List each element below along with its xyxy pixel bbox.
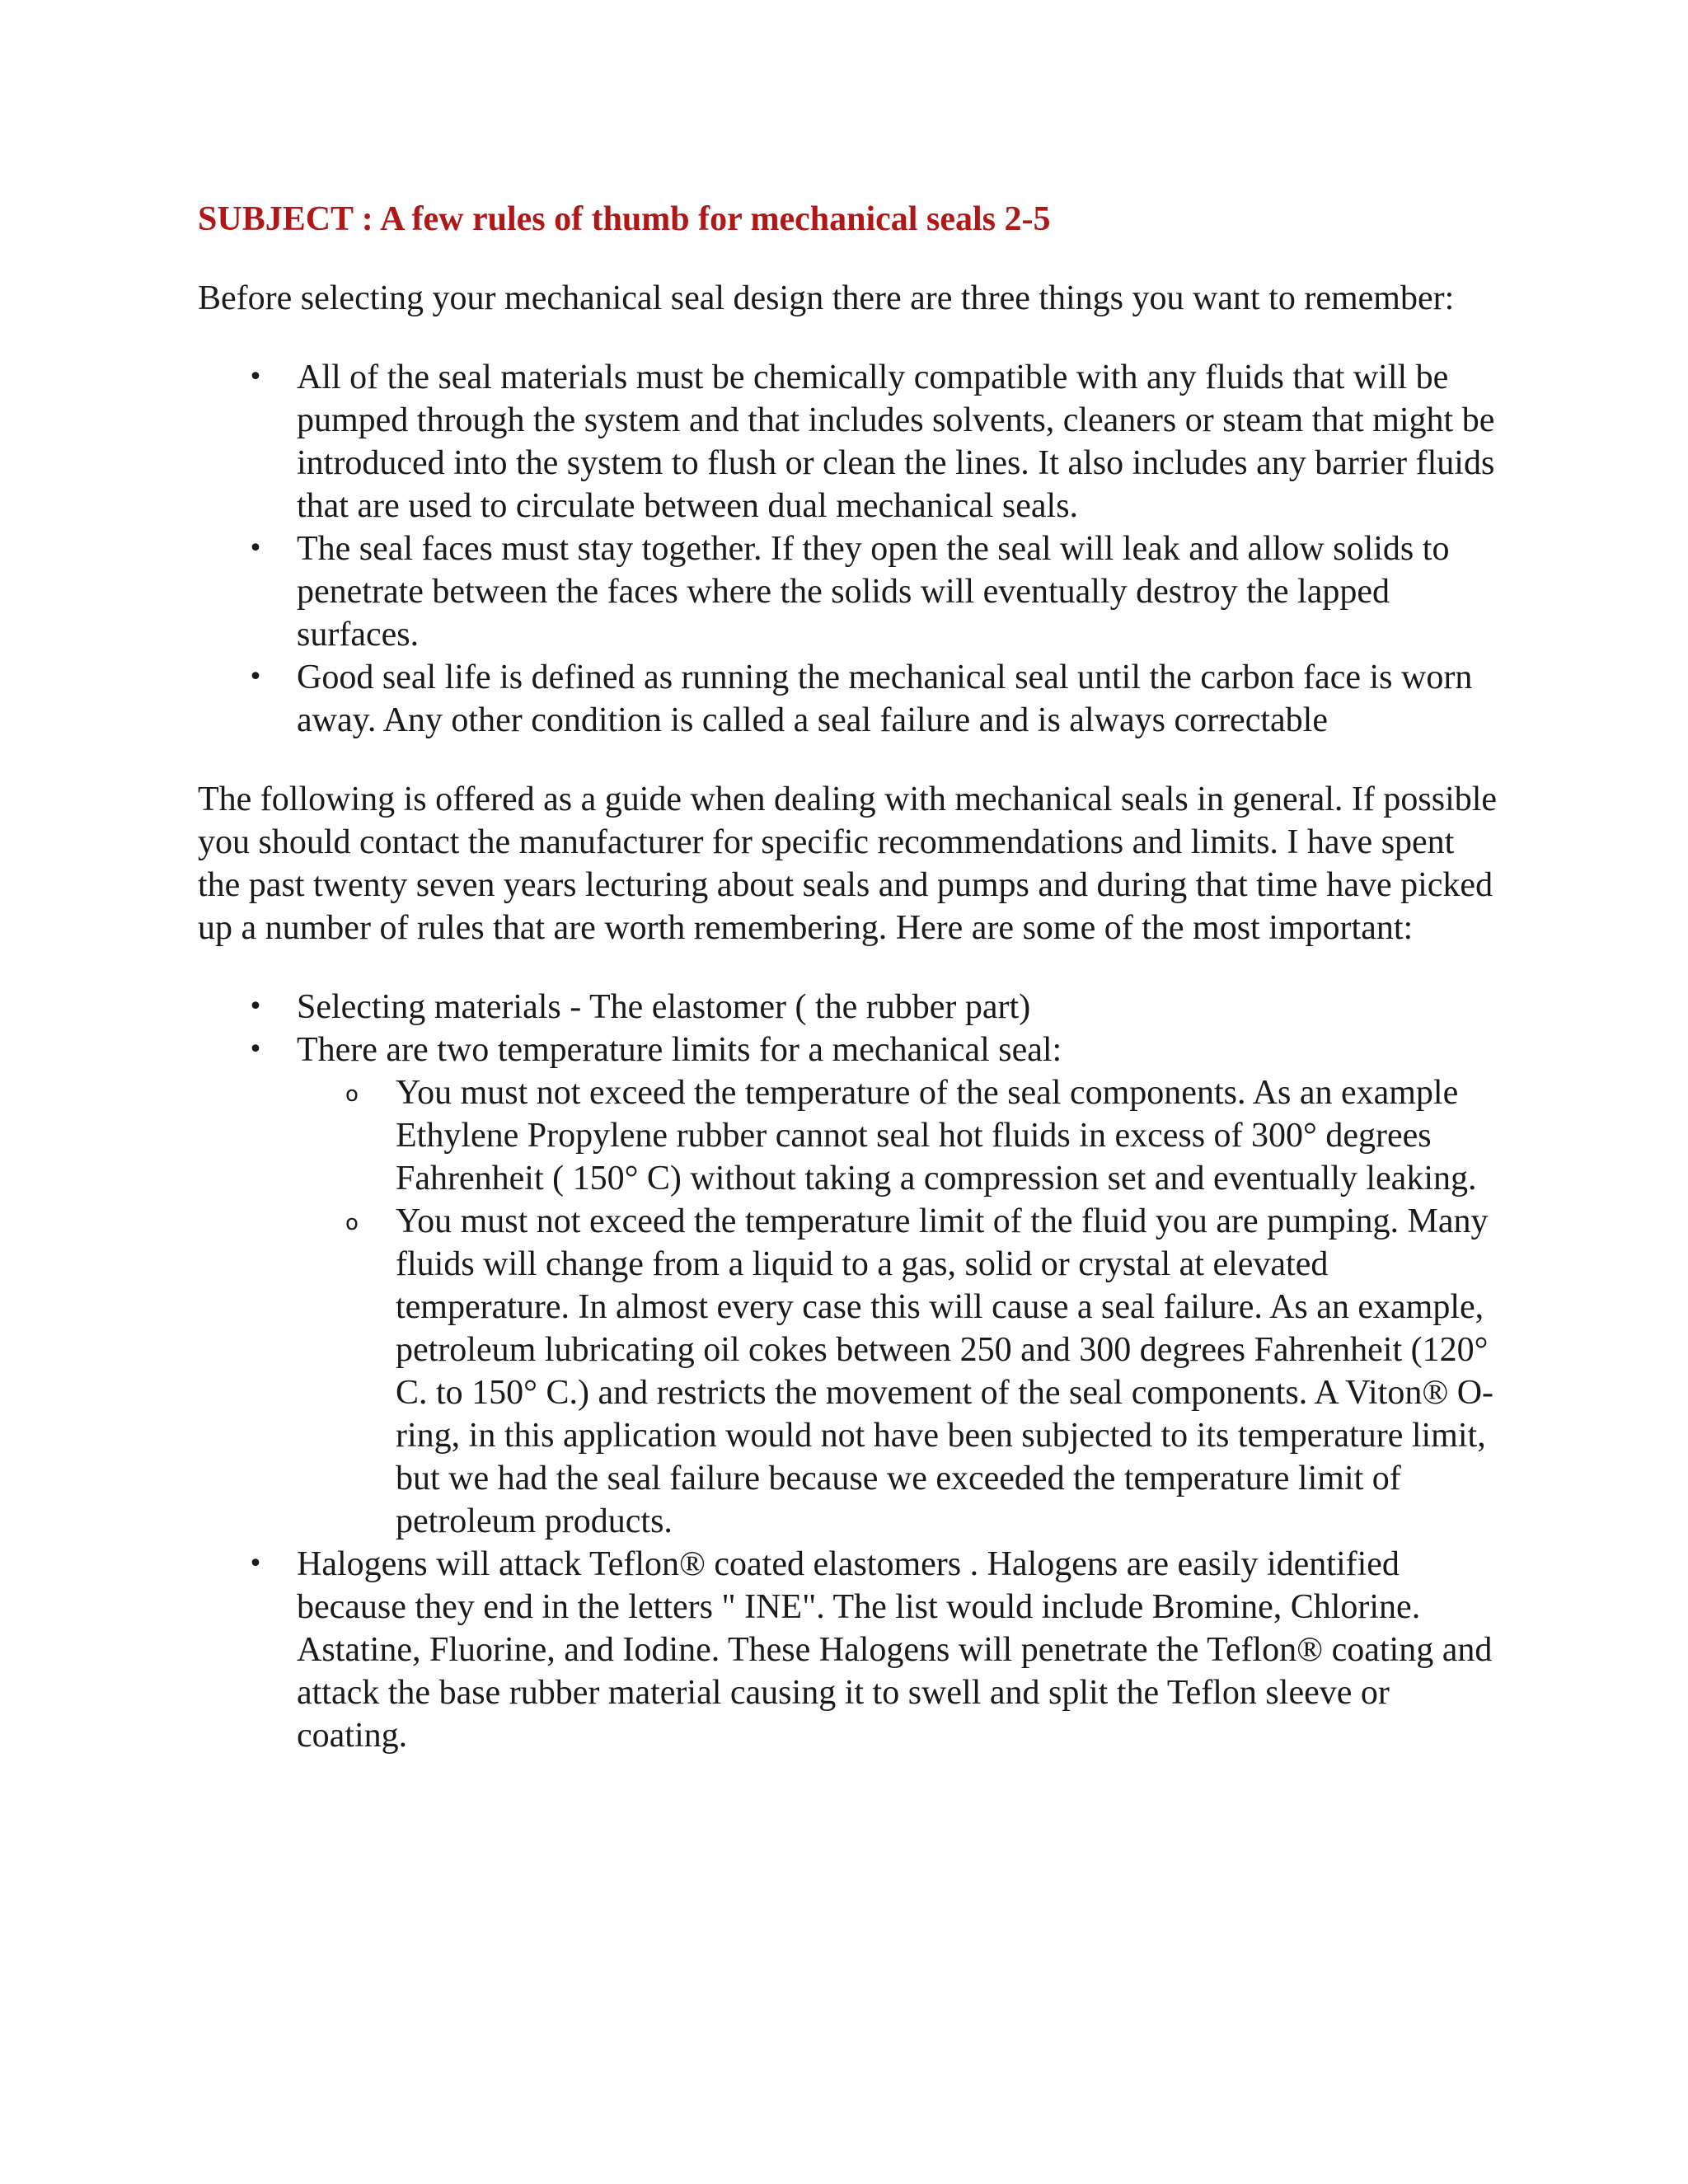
guide-paragraph: The following is offered as a guide when dealing with mechanical seals in general. If possible you should contact the manufacturer for specific recommendations and limits. I have spent the past twenty seven years lecturing about seals and pumps and during that time have picked up a number of rules that are worth remembering. Here are some of the most important: bbox=[198, 780, 1498, 947]
document-body bbox=[198, 198, 1500, 1793]
list-item bbox=[198, 986, 1500, 1029]
list-item-text: All of the seal materials must be chemically compatible with any fluids that will be pumped through the system and that includes solvents, cleaners or steam that might be introduced into the system to flush or clean the lines. It also includes any barrier fluids that are used to circulate between dual mechanical seals. bbox=[297, 359, 1495, 525]
list-item-text: Selecting materials - The elastomer ( the rubber part) bbox=[297, 988, 1031, 1026]
sub-list-item bbox=[297, 1200, 1500, 1543]
list-item bbox=[198, 656, 1500, 742]
bullet-icon: • bbox=[248, 992, 263, 1021]
list-item bbox=[198, 356, 1500, 527]
list-item bbox=[198, 527, 1500, 656]
list-item-text: Good seal life is defined as running the mechanical seal until the carbon face is worn away. Any other condition is called a seal failure and is always correctable bbox=[297, 658, 1473, 739]
intro-paragraph: Before selecting your mechanical seal design there are three things you want to remember: bbox=[198, 279, 1455, 317]
sub-list-item-text: You must not exceed the temperature of the seal components. As an example Ethylene Propylene rubber cannot seal hot fluids in excess of 300° degrees Fahrenheit ( 150° C) without taking a compression set and eventually leaking. bbox=[396, 1074, 1477, 1197]
sub-bullet-icon: o bbox=[345, 1211, 359, 1235]
list-item-text: There are two temperature limits for a mechanical seal: bbox=[297, 1031, 1062, 1069]
sub-list-item bbox=[297, 1071, 1500, 1200]
bullet-icon: • bbox=[248, 534, 263, 563]
bullet-icon: • bbox=[248, 663, 263, 691]
important-rules-list bbox=[198, 986, 1500, 1757]
rules-list bbox=[198, 356, 1500, 742]
list-item bbox=[198, 1543, 1500, 1757]
sub-list-item-text: You must not exceed the temperature limit of the fluid you are pumping. Many fluids will change from a liquid to a gas, solid or crystal at elevated temperature. In almost every case this will cause a seal failure. As an example, petroleum lubricating oil cokes between 250 and 300 degrees Fahrenheit (120° C. to 150° C.) and restricts the movement of the seal components. A Viton® O-ring, in this application would not have been subjected to its temperature limit, but we had the seal failure because we exceeded the temperature limit of petroleum products. bbox=[396, 1202, 1494, 1540]
bullet-icon: • bbox=[248, 1035, 263, 1064]
sub-bullet-icon: o bbox=[345, 1082, 359, 1107]
list-item-text: The seal faces must stay together. If they open the seal will leak and allow solids to penetrate between the faces where the solids will eventually destroy the lapped surfaces. bbox=[297, 530, 1450, 654]
bullet-icon: • bbox=[248, 363, 263, 391]
temperature-sublist bbox=[297, 1071, 1500, 1543]
list-item-text: Halogens will attack Teflon® coated elastomers . Halogens are easily identified because they end in the letters " INE". The list would include Bromine, Chlorine. Astatine, Fluorine, and Iodine. These Halogens will penetrate the Teflon® coating and attack the base rubber material causing it to swell and split the Teflon sleeve or coating. bbox=[297, 1545, 1493, 1755]
list-item bbox=[198, 1029, 1500, 1543]
subject-heading: SUBJECT : A few rules of thumb for mechanical seals 2-5 bbox=[198, 200, 1051, 238]
bullet-icon: • bbox=[248, 1549, 263, 1578]
